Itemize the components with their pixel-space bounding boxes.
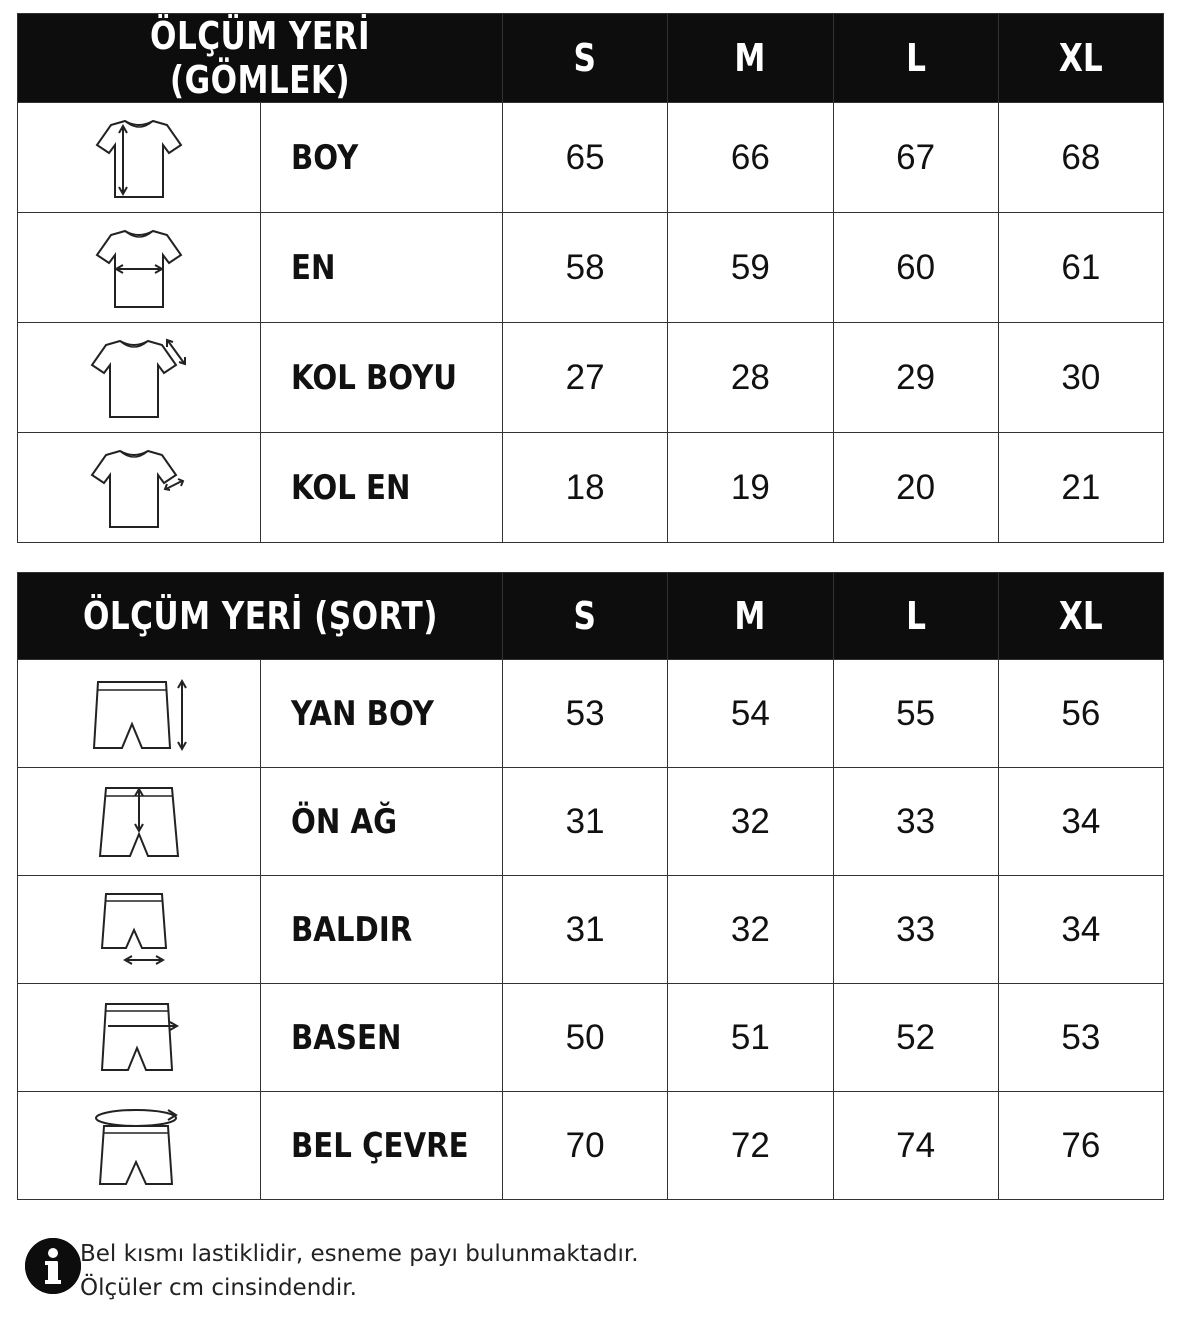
value-cell: 30 xyxy=(998,323,1163,433)
value-cell: 33 xyxy=(833,876,998,984)
size-header-s: S xyxy=(503,14,668,103)
shorts-table-title: ÖLÇÜM YERİ (ŞORT) xyxy=(18,573,503,660)
value-cell: 34 xyxy=(998,768,1163,876)
measurement-label: YAN BOY xyxy=(260,660,503,768)
table-row xyxy=(18,768,1164,876)
value-cell: 59 xyxy=(668,213,833,323)
value-cell: 58 xyxy=(503,213,668,323)
value-cell: 28 xyxy=(668,323,833,433)
measurement-label: KOL BOYU xyxy=(260,323,503,433)
value-cell: 31 xyxy=(503,876,668,984)
size-header-xl: XL xyxy=(998,14,1163,103)
value-cell: 32 xyxy=(668,876,833,984)
value-cell: 72 xyxy=(668,1092,833,1200)
value-cell: 29 xyxy=(833,323,998,433)
table-row xyxy=(18,660,1164,768)
value-cell: 34 xyxy=(998,876,1163,984)
value-cell: 55 xyxy=(833,660,998,768)
size-header-m: M xyxy=(668,573,833,660)
value-cell: 21 xyxy=(998,433,1163,543)
note-text xyxy=(80,1237,639,1305)
measurement-label: BALDIR xyxy=(260,876,503,984)
value-cell: 56 xyxy=(998,660,1163,768)
info-icon xyxy=(25,1238,81,1294)
table-row xyxy=(18,984,1164,1092)
value-cell: 54 xyxy=(668,660,833,768)
measurement-label: ÖN AĞ xyxy=(260,768,503,876)
shorts-size-table xyxy=(17,572,1164,1200)
size-header-m: M xyxy=(668,14,833,103)
value-cell: 27 xyxy=(503,323,668,433)
value-cell: 18 xyxy=(503,433,668,543)
size-header-s: S xyxy=(503,573,668,660)
table-row xyxy=(18,1092,1164,1200)
value-cell: 33 xyxy=(833,768,998,876)
shorts-leg-opening-icon xyxy=(18,876,261,984)
sleeve-length-icon xyxy=(18,323,261,433)
size-header-xl: XL xyxy=(998,573,1163,660)
note-line-units: Ölçüler cm cinsindendir. xyxy=(80,1275,357,1301)
measurement-label: EN xyxy=(260,213,503,323)
value-cell: 74 xyxy=(833,1092,998,1200)
shorts-front-rise-icon xyxy=(18,768,261,876)
value-cell: 31 xyxy=(503,768,668,876)
size-header-l: L xyxy=(833,573,998,660)
measurement-label: BEL ÇEVRE xyxy=(260,1092,503,1200)
shorts-waist-icon xyxy=(18,1092,261,1200)
shorts-side-length-icon xyxy=(18,660,261,768)
value-cell: 52 xyxy=(833,984,998,1092)
value-cell: 66 xyxy=(668,103,833,213)
value-cell: 19 xyxy=(668,433,833,543)
value-cell: 61 xyxy=(998,213,1163,323)
note-line-waist: Bel kısmı lastiklidir, esneme payı bulunmaktadır. xyxy=(80,1241,639,1267)
value-cell: 60 xyxy=(833,213,998,323)
value-cell: 32 xyxy=(668,768,833,876)
value-cell: 65 xyxy=(503,103,668,213)
value-cell: 51 xyxy=(668,984,833,1092)
shirt-length-icon xyxy=(18,103,261,213)
sleeve-width-icon xyxy=(18,433,261,543)
table-row xyxy=(18,213,1164,323)
value-cell: 53 xyxy=(503,660,668,768)
table-row xyxy=(18,876,1164,984)
measurement-label: BASEN xyxy=(260,984,503,1092)
value-cell: 53 xyxy=(998,984,1163,1092)
measurement-label: KOL EN xyxy=(260,433,503,543)
shorts-hip-icon xyxy=(18,984,261,1092)
table-row xyxy=(18,433,1164,543)
value-cell: 76 xyxy=(998,1092,1163,1200)
value-cell: 50 xyxy=(503,984,668,1092)
table-row xyxy=(18,103,1164,213)
table-row xyxy=(18,323,1164,433)
size-header-l: L xyxy=(833,14,998,103)
shirt-header-row xyxy=(18,14,1164,103)
shirt-width-icon xyxy=(18,213,261,323)
value-cell: 68 xyxy=(998,103,1163,213)
shirt-table-title: ÖLÇÜM YERİ (GÖMLEK) xyxy=(18,14,503,103)
shorts-header-row xyxy=(18,573,1164,660)
value-cell: 70 xyxy=(503,1092,668,1200)
value-cell: 20 xyxy=(833,433,998,543)
measurement-label: BOY xyxy=(260,103,503,213)
shirt-size-table xyxy=(17,13,1164,543)
value-cell: 67 xyxy=(833,103,998,213)
